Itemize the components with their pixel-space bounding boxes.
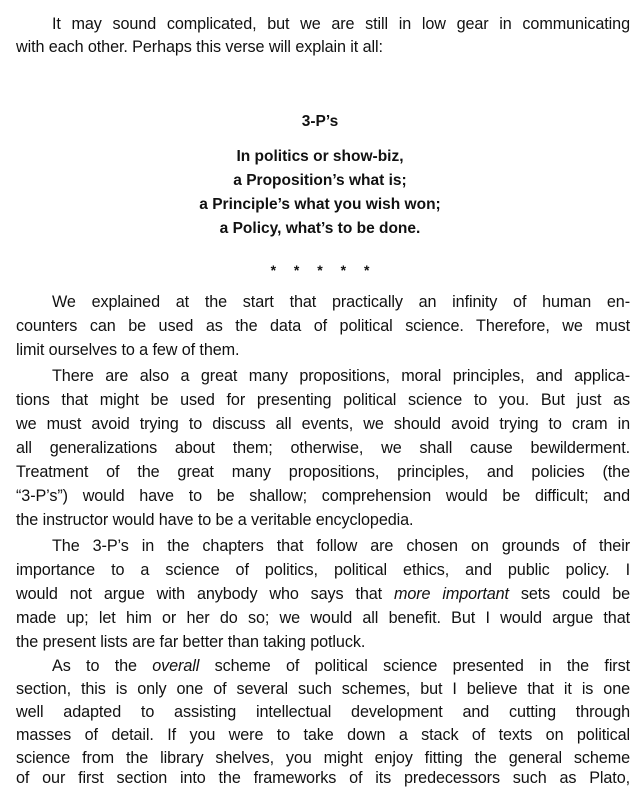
paragraph-line: Treatment of the great many propositions, principles, and policies (the <box>16 463 630 481</box>
paragraph-line: the present lists are far better than taking potluck. <box>16 633 366 651</box>
paragraph-line: the instructor would have to be a veritable encyclopedia. <box>16 511 414 529</box>
paragraph-line: science from the library shelves, you might enjoy fitting the general scheme <box>16 749 630 767</box>
paragraph-line: limit ourselves to a few of them. <box>16 341 240 359</box>
paragraph-line: The 3-P’s in the chapters that follow are chosen on grounds of their <box>52 537 630 555</box>
text-run: would not argue with anybody who says that <box>16 585 394 603</box>
intro-line: It may sound complicated, but we are still in low gear in communicating <box>52 15 630 33</box>
verse-line: a Principle’s what you wish won; <box>199 196 441 213</box>
paragraph-line: we must avoid trying to discuss all events, we should avoid trying to cram in <box>16 415 630 433</box>
paragraph-line: masses of detail. If you were to take down a stack of texts on political <box>16 726 630 744</box>
paragraph-line: There are also a great many propositions, moral principles, and applica- <box>52 367 630 385</box>
emphasis: overall <box>152 657 200 675</box>
emphasis: more important <box>393 585 509 603</box>
verse-line: In politics or show-biz, <box>236 148 404 165</box>
text-run: As to the <box>52 657 153 675</box>
verse-line: a Proposition’s what is; <box>233 172 407 189</box>
text-run: scheme of political science presented in the first <box>199 657 630 675</box>
intro-line: with each other. Perhaps this verse will explain it all: <box>16 38 383 56</box>
paragraph-line: We explained at the start that practically an infinity of human en- <box>52 293 630 311</box>
paragraph-line: all generalizations about them; otherwise, we shall cause bewilderment. <box>16 439 630 457</box>
paragraph-line: section, this is only one of several such schemes, but I believe that it is one <box>16 680 630 698</box>
paragraph-line: tions that might be used for presenting political science to you. But just as <box>16 391 630 409</box>
verse-line: a Policy, what’s to be done. <box>219 220 421 237</box>
paragraph-line <box>16 584 630 604</box>
text-run: sets could be <box>508 585 630 603</box>
paragraph-line: well adapted to assisting intellectual development and cutting through <box>16 703 630 721</box>
paragraph-line <box>52 656 630 676</box>
paragraph-line: importance to a science of politics, political ethics, and public policy. I <box>16 561 630 579</box>
section-separator: * * * * * <box>270 262 370 278</box>
verse-title: 3-P’s <box>301 113 339 130</box>
paragraph-line: of our first section into the frameworks of its predecessors such as Plato, <box>16 769 630 787</box>
paragraph-line: made up; let him or her do so; we would all benefit. But I would argue that <box>16 609 630 627</box>
paragraph-line: counters can be used as the data of political science. Therefore, we must <box>16 317 630 335</box>
paragraph-line: “3-P’s”) would have to be shallow; comprehension would be difficult; and <box>16 487 630 505</box>
